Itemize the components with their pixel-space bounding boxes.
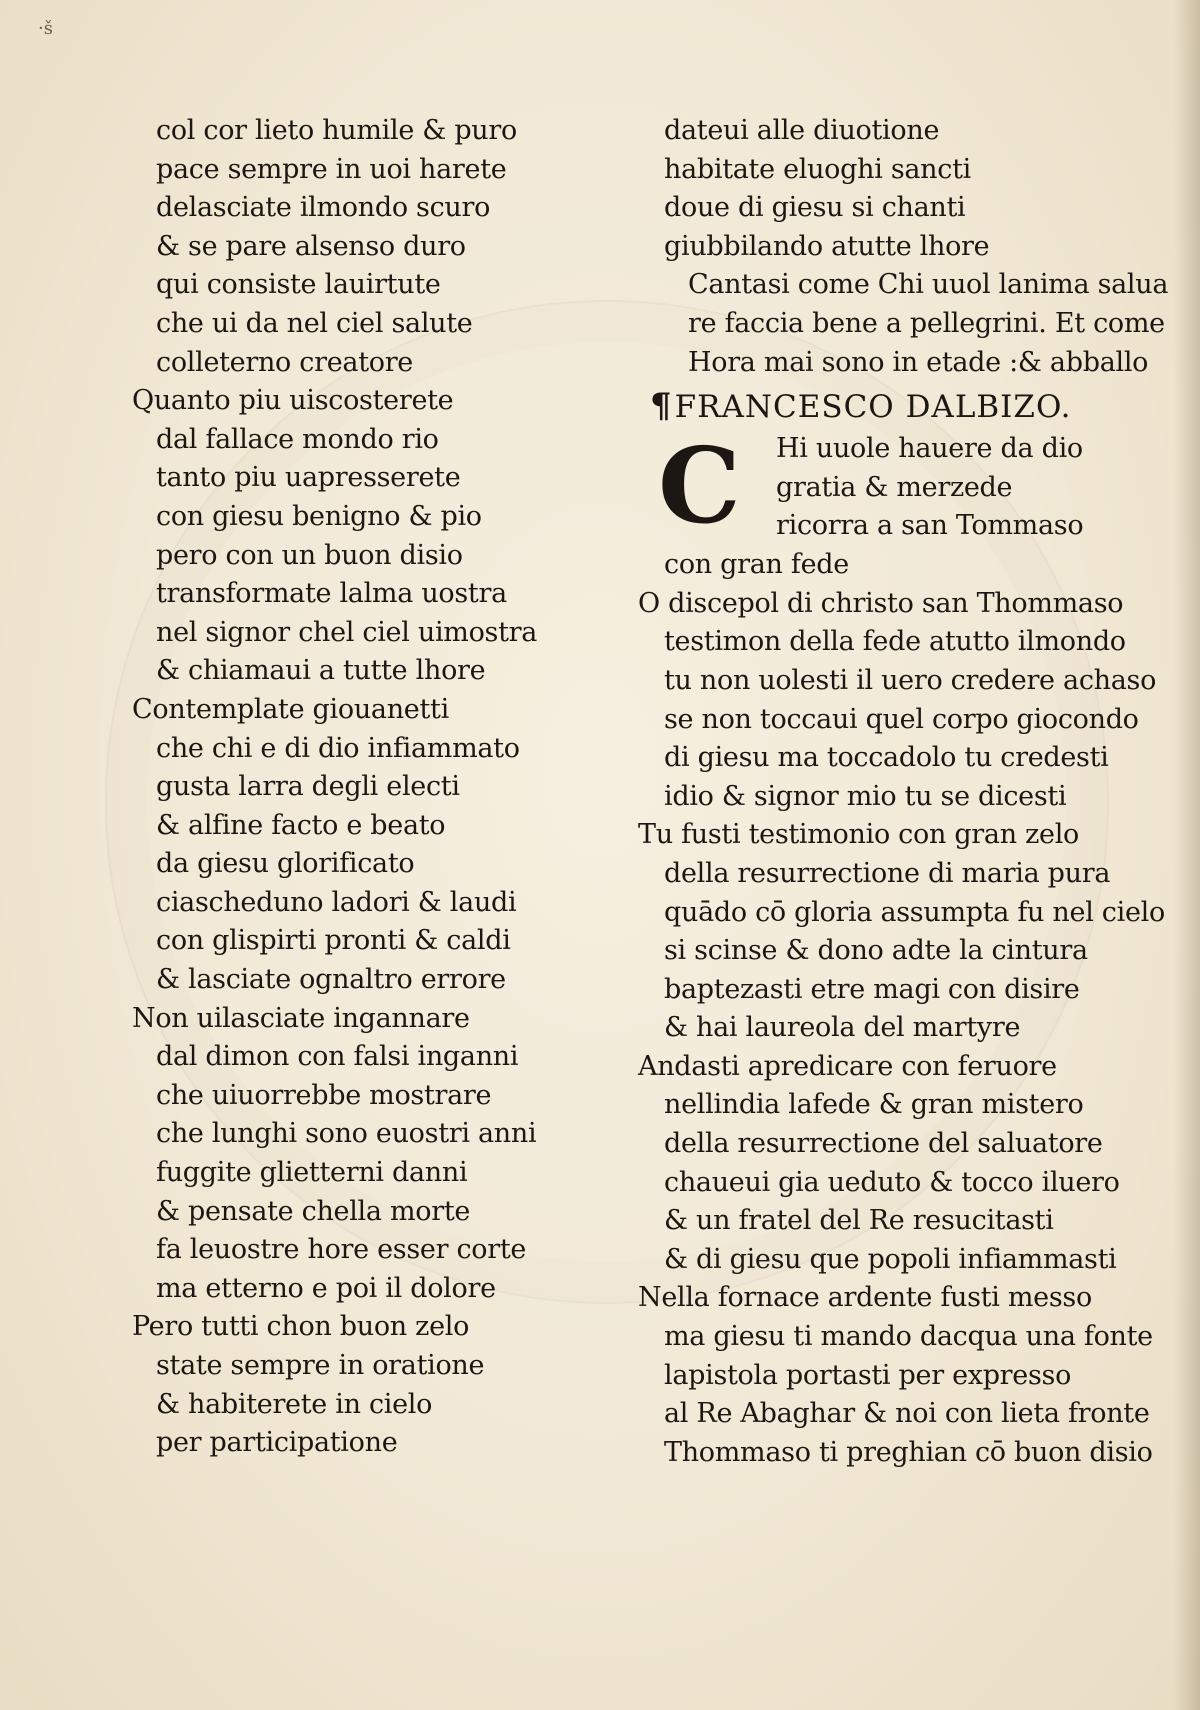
- verse-line: tanto piu uapresserete: [156, 462, 461, 494]
- verse-line: nellindia lafede & gran mistero: [664, 1089, 1084, 1121]
- verse-line: che chi e di dio infiammato: [156, 732, 520, 764]
- verse-line: & pensate chella morte: [156, 1195, 471, 1227]
- verse-line: & lasciate ognaltro errore: [156, 964, 506, 996]
- drop-cap-block: [658, 424, 1174, 584]
- verse-line: tu non uolesti il uero credere achaso: [664, 664, 1157, 696]
- verse-line: della resurrectione del saluatore: [664, 1128, 1103, 1160]
- page-mark: ·š: [38, 18, 53, 39]
- verse-line: & se pare alsenso duro: [156, 230, 466, 262]
- verse-line: & un fratel del Re resucitasti: [664, 1205, 1054, 1237]
- verse-line: & chiamaui a tutte lhore: [156, 655, 486, 687]
- author-name: FRANCESCO DALBIZO.: [674, 389, 1072, 426]
- verse-line: se non toccaui quel corpo giocondo: [664, 703, 1139, 735]
- verse-line: dal fallace mondo rio: [156, 423, 439, 455]
- verse-line: gratia & merzede: [776, 471, 1013, 503]
- verse-line: qui consiste lauirtute: [156, 269, 441, 301]
- verse-line: nel signor chel ciel uimostra: [156, 616, 538, 648]
- verse-line: ricorra a san Tommaso: [776, 510, 1084, 542]
- pilcrow-icon: ¶: [650, 386, 673, 427]
- stanza-first-line: Quanto piu uiscosterete: [132, 385, 454, 417]
- verse-line: al Re Abaghar & noi con lieta fronte: [664, 1398, 1150, 1430]
- stanza-first-line: Tu fusti testimonio con gran zelo: [638, 819, 1079, 851]
- verse-line: baptezasti etre magi con disire: [664, 973, 1080, 1005]
- verse-line: che lunghi sono euostri anni: [156, 1118, 537, 1150]
- verse-line: della resurrectione di maria pura: [664, 857, 1111, 889]
- rubric-line: Hora mai sono in etade :& abballo: [688, 346, 1149, 378]
- rubric-line: Cantasi come Chi uuol lanima salua: [688, 269, 1169, 301]
- verse-line: state sempre in oratione: [156, 1350, 485, 1381]
- verse-line: lapistola portasti per expresso: [664, 1359, 1072, 1391]
- verse-line: con giesu benigno & pio: [156, 500, 482, 532]
- stanza-first-line: Pero tutti chon buon zelo: [132, 1311, 470, 1343]
- stanza-first-line: Non uilasciate ingannare: [132, 1002, 470, 1034]
- verse-line: ma etterno e poi il dolore: [156, 1272, 496, 1304]
- verse-line: chaueui gia ueduto & tocco iluero: [664, 1166, 1120, 1198]
- verse-line: da giesu glorificato: [156, 848, 415, 880]
- stanza-first-line: Andasti apredicare con feruore: [638, 1050, 1057, 1082]
- verse-line: idio & signor mio tu se dicesti: [664, 780, 1067, 812]
- stanza-first-line: Contemplate giouanetti: [132, 693, 449, 725]
- stanza-first-line: O discepol di christo san Thommaso: [638, 587, 1124, 619]
- verse-line: si scinse & dono adte la cintura: [664, 935, 1088, 967]
- verse-line: di giesu ma toccadolo tu credesti: [664, 742, 1109, 774]
- verse-line: & habiterete in cielo: [156, 1388, 433, 1420]
- page-edge-shadow: [1174, 0, 1200, 1710]
- verse-line: quādo cō gloria assumpta fu nel cielo: [664, 896, 1165, 928]
- verse-line: fuggite glietterni danni: [156, 1157, 468, 1189]
- drop-cap-letter: C: [658, 424, 741, 548]
- drop-cap-lines: [776, 430, 1083, 546]
- verse-line: col cor lieto humile & puro: [156, 115, 517, 146]
- rubric-line: re faccia bene a pellegrini. Et come: [688, 307, 1165, 339]
- verse-line: Hi uuole hauere da dio: [776, 433, 1083, 465]
- verse-line: testimon della fede atutto ilmondo: [664, 626, 1126, 658]
- verse-line: pero con un buon disio: [156, 539, 463, 571]
- verse-line: ma giesu ti mando dacqua una fonte: [664, 1321, 1153, 1353]
- stanza-first-line: Nella fornace ardente fusti messo: [638, 1282, 1092, 1314]
- verse-line: transformate lalma uostra: [156, 578, 507, 610]
- author-heading: [650, 382, 1174, 430]
- verse-line: per participatione: [156, 1427, 398, 1459]
- verse-line: con glispirti pronti & caldi: [156, 925, 511, 957]
- verse-line: con gran fede: [664, 549, 849, 581]
- verse-line: & di giesu que popoli infiammasti: [664, 1243, 1117, 1275]
- verse-line: fa leuostre hore esser corte: [156, 1234, 527, 1266]
- verse-line: & alfine facto e beato: [156, 809, 446, 841]
- verse-line: doue di giesu si chanti: [664, 192, 966, 224]
- verse-line: & hai laureola del martyre: [664, 1012, 1021, 1044]
- verse-line: ciascheduno ladori & laudi: [156, 886, 517, 918]
- verse-line: colleterno creatore: [156, 346, 413, 378]
- verse-line: pace sempre in uoi harete: [156, 153, 507, 185]
- verse-line: dateui alle diuotione: [664, 115, 940, 146]
- verse-line: che ui da nel ciel salute: [156, 307, 473, 339]
- verse-line: giubbilando atutte lhore: [664, 230, 990, 262]
- left-column: [132, 112, 552, 1463]
- verse-line: che uiuorrebbe mostrare: [156, 1079, 492, 1111]
- verse-line: delasciate ilmondo scuro: [156, 192, 491, 224]
- verse-line: habitate eluoghi sancti: [664, 153, 971, 185]
- verse-line: Thommaso ti preghian cō buon disio: [664, 1436, 1153, 1468]
- verse-line: dal dimon con falsi inganni: [156, 1041, 519, 1073]
- right-column: [638, 112, 1174, 1472]
- verse-line: gusta larra degli electi: [156, 771, 460, 803]
